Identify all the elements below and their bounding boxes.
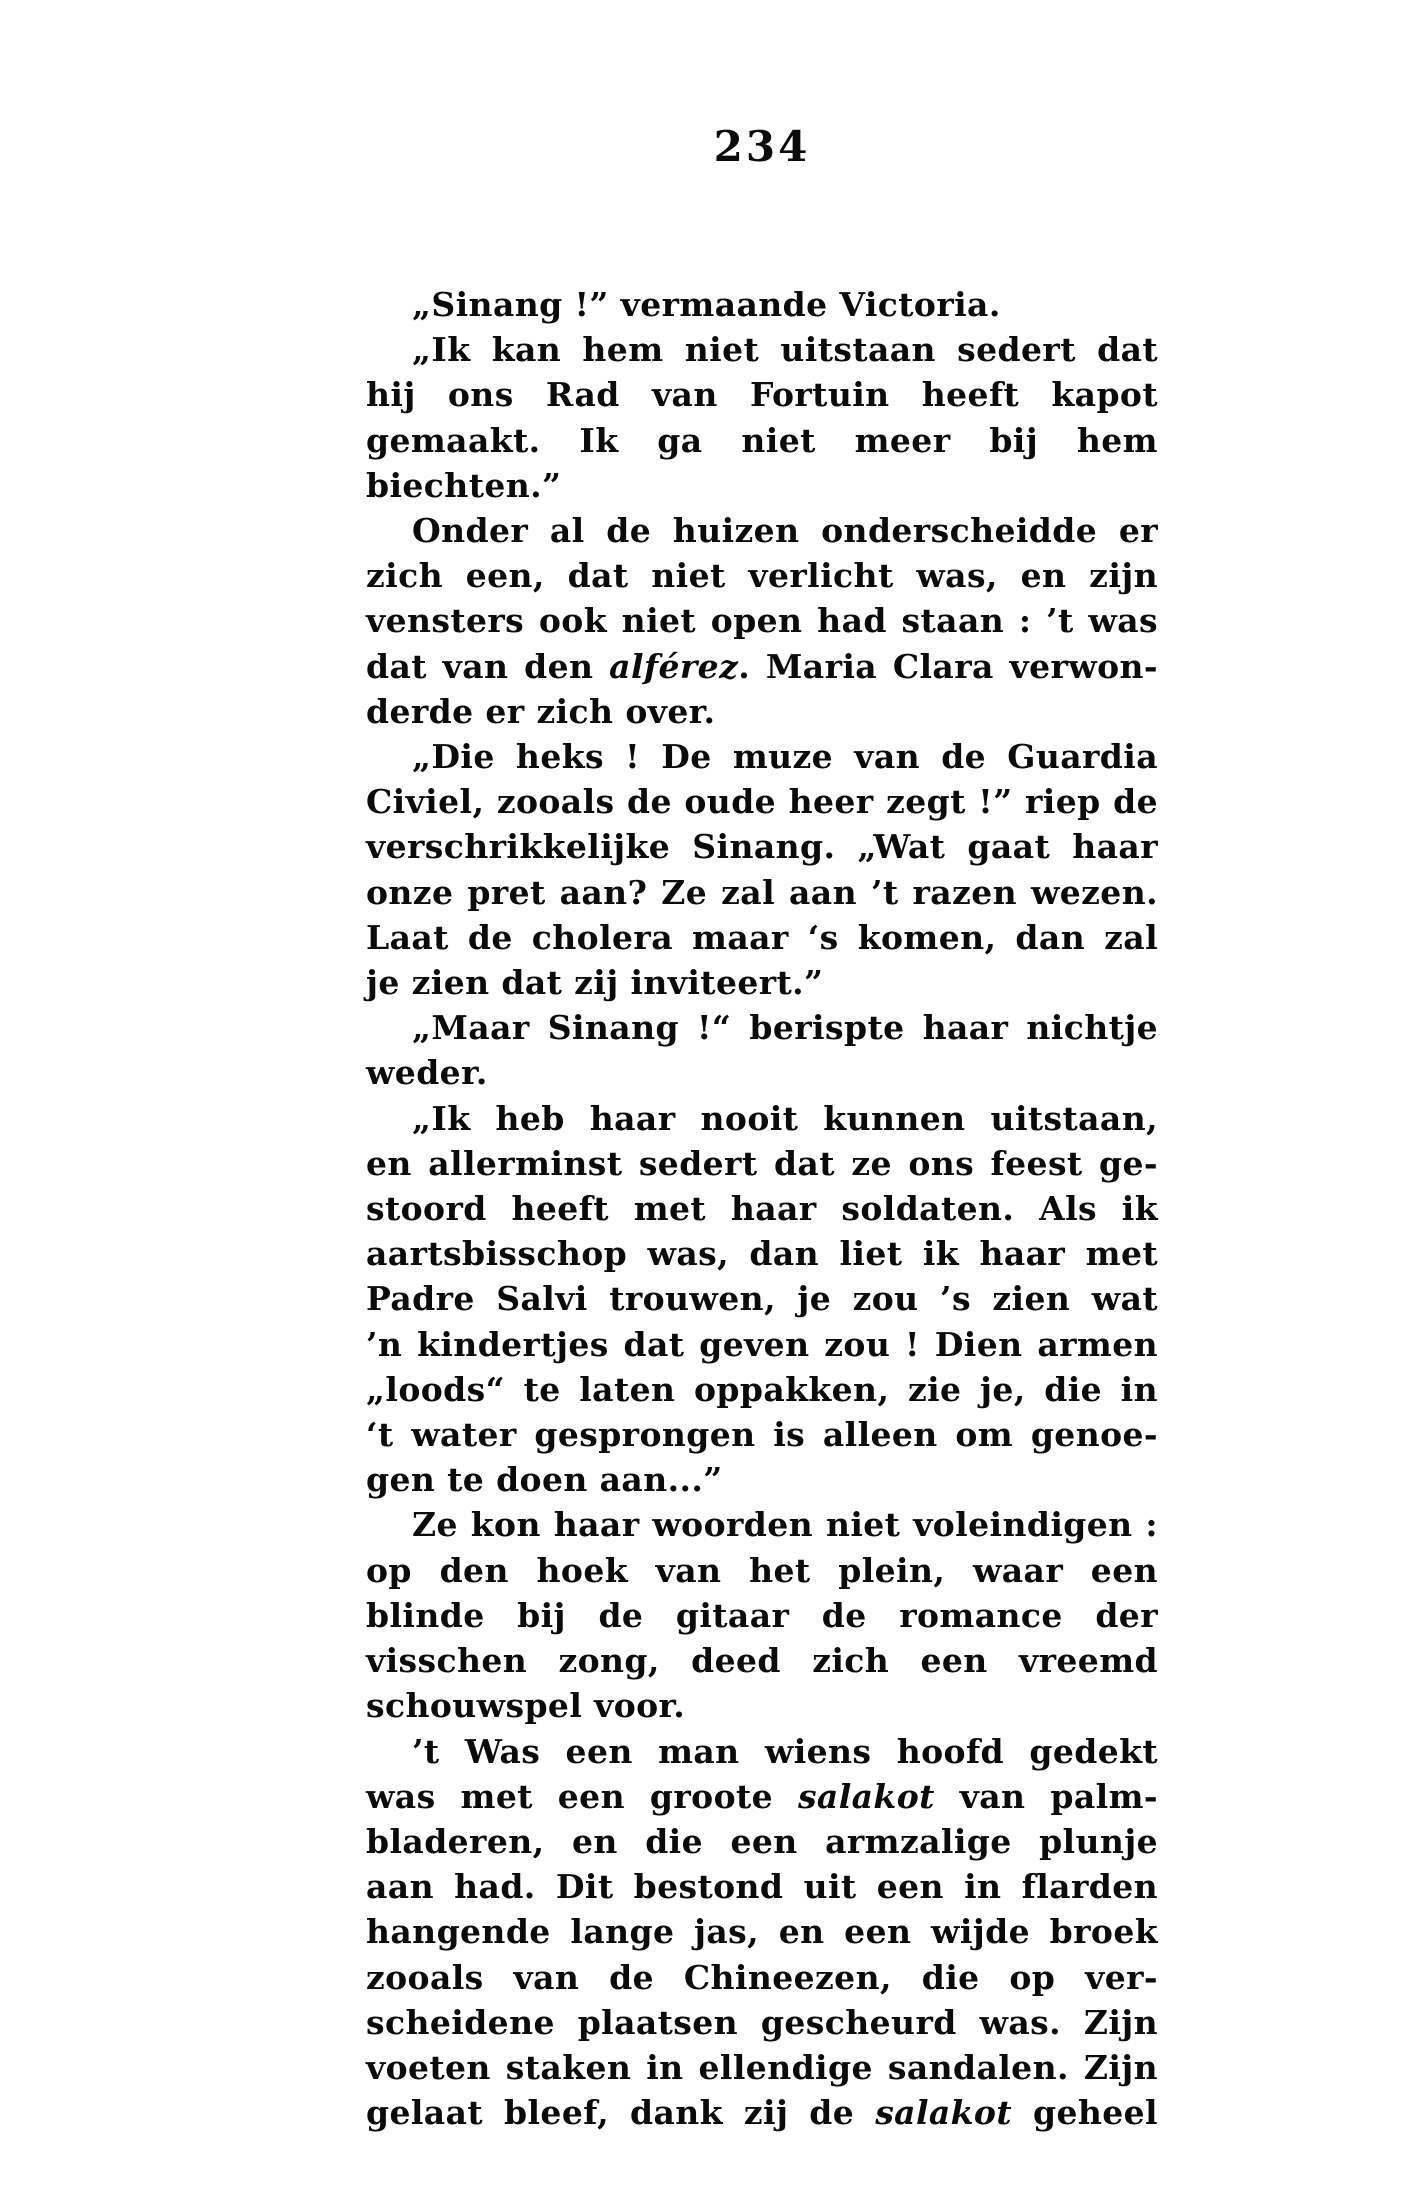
text-run: „Die heks ! De muze van de Guardia — [412, 737, 1158, 777]
text-run: onze pret aan? Ze zal aan ’t razen wezen. — [366, 872, 1158, 912]
text-run: Onder al de huizen onderscheidde er — [412, 511, 1158, 551]
text-run: verschrikkelijke Sinang. „Wat gaat haar — [366, 827, 1158, 867]
text-run: hij ons Rad van Fortuin heeft kapot — [366, 375, 1158, 415]
text-run: zooals van de Chineezen, die op ver- — [366, 1957, 1158, 1997]
text-line — [366, 824, 1158, 869]
text-run: visschen zong, deed zich een vreemd — [366, 1641, 1158, 1681]
text-line — [366, 1050, 1158, 1095]
text-run: biechten.” — [366, 465, 562, 505]
text-line — [366, 1819, 1158, 1864]
text-run: hangende lange jas, en een wijde broek — [366, 1912, 1158, 1952]
text-run: scheidene plaatsen gescheurd was. Zijn — [366, 2002, 1158, 2042]
text-line — [366, 553, 1158, 598]
text-run: ’t Was een man wiens hoofd gedekt — [412, 1731, 1158, 1771]
text-run: aartsbisschop was, dan liet ik haar met — [366, 1234, 1158, 1274]
text-run: je zien dat zij inviteert.” — [366, 963, 824, 1003]
text-run: schouwspel voor. — [366, 1686, 686, 1726]
text-line — [366, 960, 1158, 1005]
text-line — [366, 418, 1158, 463]
text-line — [366, 1231, 1158, 1276]
text-run: dat van den — [366, 646, 610, 686]
text-line — [366, 282, 1158, 327]
text-run: gen te doen aan...” — [366, 1460, 723, 1500]
page-number: 234 — [713, 122, 811, 171]
text-run: weder. — [366, 1053, 488, 1093]
text-line — [366, 689, 1158, 734]
text-line — [366, 1774, 1158, 1819]
text-run: gemaakt. Ik ga niet meer bij hem — [366, 420, 1158, 460]
text-line — [366, 1096, 1158, 1141]
text-line — [366, 1412, 1158, 1457]
text-line — [366, 1683, 1158, 1728]
text-line — [366, 1457, 1158, 1502]
text-run: blinde bij de gitaar de romance der — [366, 1595, 1158, 1635]
text-run: stoord heeft met haar soldaten. Als ik — [366, 1189, 1158, 1229]
text-line — [366, 915, 1158, 960]
text-line — [366, 1276, 1158, 1321]
text-line — [366, 1141, 1158, 1186]
text-line — [366, 1638, 1158, 1683]
text-line — [366, 2000, 1158, 2045]
text-run: „Maar Sinang !“ berispte haar nichtje — [412, 1008, 1158, 1048]
text-line — [366, 1322, 1158, 1367]
text-line — [366, 1005, 1158, 1050]
text-line — [366, 779, 1158, 824]
text-run: voeten staken in ellendige sandalen. Zijn — [366, 2047, 1158, 2087]
text-run: ‘t water gesprongen is alleen om genoe- — [366, 1415, 1158, 1455]
italic-run: salakot — [797, 1776, 935, 1816]
text-line — [366, 598, 1158, 643]
text-run: zich een, dat niet verlicht was, en zijn — [366, 556, 1158, 596]
text-line — [366, 1593, 1158, 1638]
text-run: ’n kindertjes dat geven zou ! Dien armen — [366, 1324, 1158, 1364]
text-run: Civiel, zooals de oude heer zegt !” riep de — [366, 782, 1158, 822]
text-run: van palm- — [934, 1776, 1158, 1816]
text-run: Padre Salvi trouwen, je zou ’s zien wat — [366, 1279, 1158, 1319]
text-run: op den hoek van het plein, waar een — [366, 1550, 1158, 1590]
text-line — [366, 2090, 1158, 2135]
text-run: en allerminst sedert dat ze ons feest ge- — [366, 1143, 1158, 1183]
text-run: aan had. Dit bestond uit een in flarden — [366, 1867, 1158, 1907]
text-line — [366, 1729, 1158, 1774]
text-line — [366, 2045, 1158, 2090]
text-line — [366, 1909, 1158, 1954]
text-line — [366, 372, 1158, 417]
text-line — [366, 463, 1158, 508]
text-line — [366, 1186, 1158, 1231]
text-run: „loods“ te laten oppakken, zie je, die in — [366, 1369, 1158, 1409]
text-line — [366, 1955, 1158, 2000]
text-line — [366, 1502, 1158, 1547]
text-run: geheel — [1012, 2093, 1158, 2133]
text-run: „Ik heb haar nooit kunnen uitstaan, — [412, 1098, 1158, 1138]
text-line — [366, 1548, 1158, 1593]
text-line — [366, 508, 1158, 553]
italic-run: salakot — [875, 2093, 1012, 2133]
text-run: bladeren, en die een armzalige plunje — [366, 1821, 1158, 1861]
text-line — [366, 1864, 1158, 1909]
text-line — [366, 327, 1158, 372]
text-run: „Sinang !” vermaande Victoria. — [412, 285, 1001, 324]
text-line — [366, 870, 1158, 915]
text-run: vensters ook niet open had staan : ’t was — [366, 601, 1158, 641]
text-block — [366, 282, 1158, 2135]
text-line — [366, 734, 1158, 779]
text-run: derde er zich over. — [366, 691, 716, 731]
text-run: gelaat bleef, dank zij de — [366, 2093, 876, 2133]
text-line — [366, 644, 1158, 689]
text-line — [366, 1367, 1158, 1412]
text-run: . Maria Clara verwon- — [738, 646, 1158, 686]
text-run: „Ik kan hem niet uitstaan sedert dat — [412, 330, 1158, 370]
text-run: was met een groote — [366, 1776, 798, 1816]
text-run: Laat de cholera maar ‘s komen, dan zal — [366, 917, 1158, 957]
text-run: Ze kon haar woorden niet voleindigen : — [412, 1505, 1158, 1545]
italic-run: alférez — [609, 646, 739, 686]
